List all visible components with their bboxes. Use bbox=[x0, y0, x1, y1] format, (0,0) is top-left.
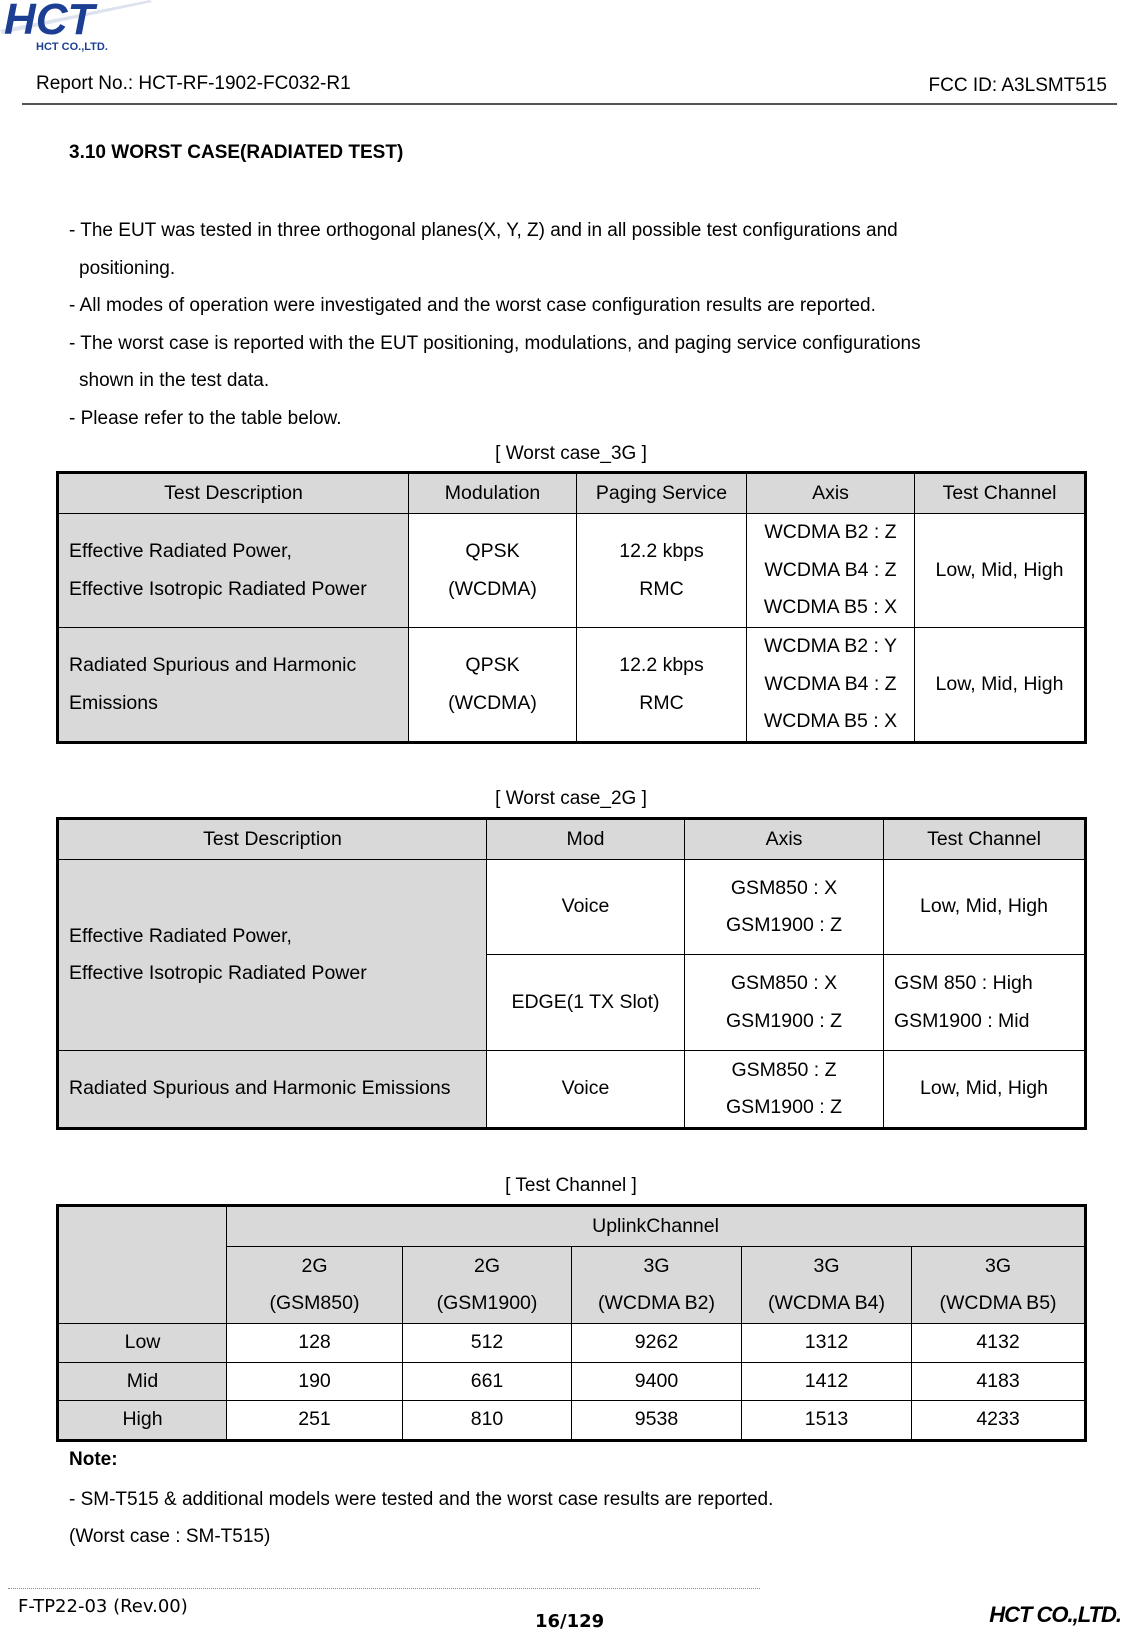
modulation-cell bbox=[409, 514, 577, 628]
cell-line: 12.2 kbps bbox=[619, 654, 704, 676]
footer-brand: HCT CO.,LTD. bbox=[989, 1602, 1121, 1627]
description-cell bbox=[59, 860, 487, 1051]
table-cell: 1412 bbox=[742, 1362, 912, 1401]
row-label: Low bbox=[59, 1324, 227, 1363]
cell-line: Effective Radiated Power, bbox=[69, 540, 292, 562]
bullet-line: - The worst case is reported with the EUT positioning, modulations, and paging service configurations bbox=[69, 332, 921, 354]
cell-line: (WCDMA) bbox=[448, 691, 537, 714]
header-cell: Paging Service bbox=[577, 474, 747, 514]
channel-cell bbox=[884, 955, 1085, 1051]
bullet-line: shown in the test data. bbox=[79, 370, 270, 391]
description-cell bbox=[59, 514, 409, 628]
table-row bbox=[59, 1051, 1085, 1128]
table-cell: 512 bbox=[403, 1324, 572, 1363]
column-header bbox=[403, 1247, 572, 1324]
fcc-id: FCC ID: A3LSMT515 bbox=[928, 75, 1107, 96]
note-title: Note: bbox=[69, 1449, 118, 1470]
table-3g-caption: [ Worst case_3G ] bbox=[495, 443, 647, 464]
section-title: 3.10 WORST CASE(RADIATED TEST) bbox=[69, 142, 404, 163]
cell-line: WCDMA B5 : X bbox=[763, 596, 898, 619]
note-text bbox=[69, 1481, 773, 1555]
test-channel-table bbox=[58, 1206, 1085, 1440]
column-header bbox=[742, 1247, 912, 1324]
bullet-line: positioning. bbox=[79, 257, 176, 279]
uplink-channel-header: UplinkChannel bbox=[227, 1207, 1085, 1247]
cell-line: Effective Radiated Power, bbox=[69, 924, 292, 947]
header-cell: Axis bbox=[685, 820, 884, 860]
table-cell: 190 bbox=[227, 1362, 403, 1401]
axis-cell bbox=[747, 514, 915, 628]
header-cell: Test Channel bbox=[884, 820, 1085, 860]
table-2g-caption: [ Worst case_2G ] bbox=[495, 788, 647, 809]
paging-cell bbox=[577, 514, 747, 628]
table-cell: 9538 bbox=[572, 1401, 742, 1440]
channel-cell: Low, Mid, High bbox=[915, 514, 1085, 628]
table-cell: 4233 bbox=[912, 1401, 1085, 1440]
table-cell: 4132 bbox=[912, 1324, 1085, 1363]
table-row bbox=[59, 1401, 1085, 1440]
cell-line: 3G bbox=[985, 1254, 1012, 1277]
header-cell: Mod bbox=[487, 820, 685, 860]
table-row bbox=[59, 514, 1085, 628]
worst-case-2g-table bbox=[58, 819, 1085, 1128]
column-header bbox=[227, 1247, 403, 1324]
cell-line: Radiated Spurious and Harmonic bbox=[69, 654, 357, 676]
table-cell: 9262 bbox=[572, 1324, 742, 1363]
table-header-row bbox=[59, 820, 1085, 860]
cell-line: GSM1900 : Z bbox=[726, 1096, 842, 1118]
axis-cell bbox=[747, 628, 915, 742]
cell-line: Emissions bbox=[69, 691, 158, 714]
channel-cell: Low, Mid, High bbox=[915, 628, 1085, 742]
table-row bbox=[59, 1324, 1085, 1363]
table-cell: 9400 bbox=[572, 1362, 742, 1401]
cell-line: QPSK bbox=[465, 654, 520, 676]
logo-subtitle: HCT CO.,LTD. bbox=[36, 41, 108, 53]
header-cell: Test Description bbox=[59, 820, 487, 860]
cell-line: WCDMA B4 : Z bbox=[764, 672, 897, 695]
header-cell: Axis bbox=[747, 474, 915, 514]
cell-line: (WCDMA B4) bbox=[768, 1292, 885, 1314]
mod-cell: Voice bbox=[487, 860, 685, 955]
footer-divider bbox=[8, 1588, 760, 1589]
note-line: (Worst case : SM-T515) bbox=[69, 1526, 271, 1547]
cell-line: 2G bbox=[473, 1254, 500, 1277]
header-cell: Modulation bbox=[409, 474, 577, 514]
header-divider bbox=[22, 103, 1117, 105]
table-cell: 251 bbox=[227, 1401, 403, 1440]
cell-line: (GSM1900) bbox=[436, 1292, 538, 1314]
table-cell: 661 bbox=[403, 1362, 572, 1401]
table-row bbox=[59, 1362, 1085, 1401]
axis-cell bbox=[685, 860, 884, 955]
table-cell: 4183 bbox=[912, 1362, 1085, 1401]
cell-line: (WCDMA B5) bbox=[939, 1292, 1057, 1314]
hct-logo bbox=[0, 0, 160, 56]
header-cell: Test Description bbox=[59, 474, 409, 514]
cell-line: WCDMA B2 : Z bbox=[764, 521, 897, 544]
cell-line: 3G bbox=[813, 1254, 840, 1277]
cell-line: GSM850 : Z bbox=[731, 1058, 837, 1081]
cell-line: GSM1900 : Mid bbox=[894, 1009, 1030, 1032]
report-number: Report No.: HCT-RF-1902-FC032-R1 bbox=[36, 73, 351, 94]
table-cell: 810 bbox=[403, 1401, 572, 1440]
table-cell: 1513 bbox=[742, 1401, 912, 1440]
channel-cell: Low, Mid, High bbox=[884, 860, 1085, 955]
corner-cell bbox=[59, 1207, 227, 1324]
axis-cell bbox=[685, 955, 884, 1051]
column-header bbox=[572, 1247, 742, 1324]
cell-line: WCDMA B2 : Y bbox=[764, 635, 897, 658]
test-channel-caption: [ Test Channel ] bbox=[505, 1175, 637, 1196]
cell-line: Effective Isotropic Radiated Power bbox=[69, 577, 367, 600]
logo-mark: HCT bbox=[4, 0, 95, 44]
channel-cell: Low, Mid, High bbox=[884, 1051, 1085, 1128]
axis-cell bbox=[685, 1051, 884, 1128]
bullet-line: - Please refer to the table below. bbox=[69, 407, 342, 429]
form-number: F-TP22-03 (Rev.00) bbox=[18, 1596, 188, 1617]
cell-line: GSM850 : X bbox=[730, 876, 838, 899]
table-header-row bbox=[59, 1207, 1085, 1247]
paging-cell bbox=[577, 628, 747, 742]
worst-case-3g-table bbox=[58, 473, 1085, 742]
description-cell bbox=[59, 628, 409, 742]
table-cell: 1312 bbox=[742, 1324, 912, 1363]
cell-line: 2G bbox=[301, 1254, 328, 1277]
cell-line: (GSM850) bbox=[269, 1292, 360, 1314]
page-number: 16/129 bbox=[535, 1611, 605, 1632]
cell-line: GSM1900 : Z bbox=[726, 1009, 842, 1032]
bullet-line: - All modes of operation were investigated and the worst case configuration results are reported. bbox=[69, 295, 876, 316]
cell-line: Effective Isotropic Radiated Power bbox=[69, 962, 367, 984]
modulation-cell bbox=[409, 628, 577, 742]
cell-line: (WCDMA) bbox=[448, 577, 537, 600]
cell-line: QPSK bbox=[465, 540, 520, 562]
cell-line: GSM1900 : Z bbox=[726, 914, 842, 936]
mod-cell: Voice bbox=[487, 1051, 685, 1128]
cell-line: RMC bbox=[639, 691, 684, 714]
row-label: Mid bbox=[59, 1362, 227, 1401]
header-cell: Test Channel bbox=[915, 474, 1085, 514]
cell-line: RMC bbox=[639, 577, 684, 600]
description-cell: Radiated Spurious and Harmonic Emissions bbox=[59, 1051, 487, 1128]
note-line: - SM-T515 & additional models were tested and the worst case results are reported. bbox=[69, 1489, 774, 1510]
bullet-line: - The EUT was tested in three orthogonal planes(X, Y, Z) and in all possible test configurations and bbox=[69, 220, 898, 241]
cell-line: GSM850 : X bbox=[730, 972, 838, 994]
cell-line: WCDMA B5 : X bbox=[763, 710, 898, 733]
mod-cell: EDGE(1 TX Slot) bbox=[487, 955, 685, 1051]
row-label: High bbox=[59, 1401, 227, 1440]
table-header-row bbox=[59, 474, 1085, 514]
table-row bbox=[59, 628, 1085, 742]
column-header bbox=[912, 1247, 1085, 1324]
cell-line: 3G bbox=[643, 1254, 670, 1277]
table-cell: 128 bbox=[227, 1324, 403, 1363]
cell-line: GSM 850 : High bbox=[894, 972, 1033, 994]
cell-line: 12.2 kbps bbox=[619, 540, 704, 562]
bullet-list bbox=[69, 212, 921, 437]
table-row bbox=[59, 860, 1085, 955]
cell-line: WCDMA B4 : Z bbox=[764, 558, 897, 581]
cell-line: (WCDMA B2) bbox=[598, 1292, 715, 1314]
